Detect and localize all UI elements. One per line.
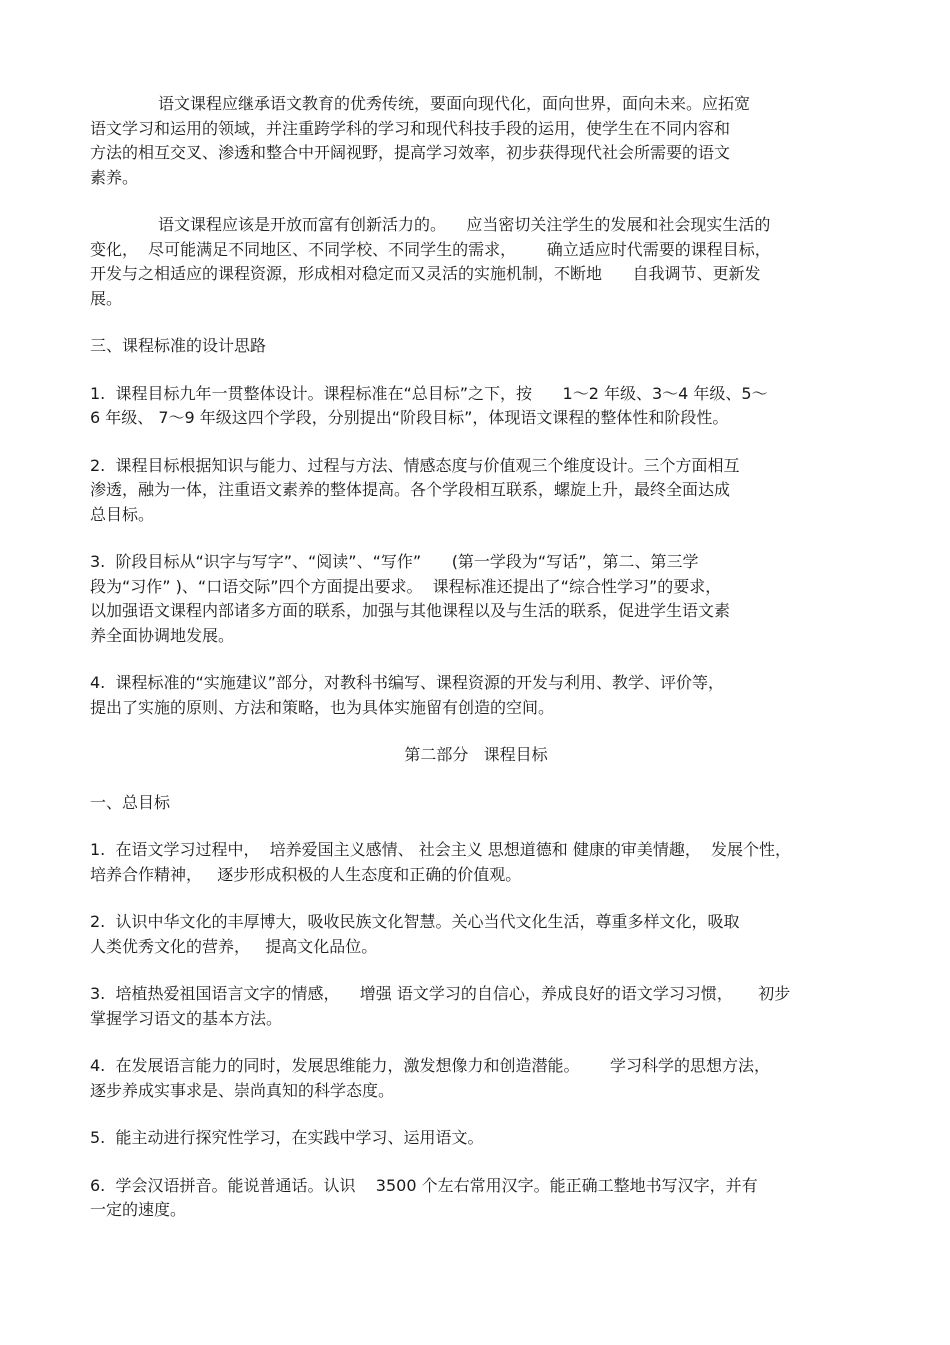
text-line: 1. 课程目标九年一贯整体设计。课程标准在“总目标”之下，按 1～2 年级、3～4 年级、5～ [90, 383, 768, 403]
text-line: 4. 在发展语言能力的同时，发展思维能力，激发想像力和创造潜能。 学习科学的思想方法， [90, 1056, 770, 1075]
goal-item-3 [90, 982, 862, 1031]
text-line: 变化， 尽可能满足不同地区、不同学校、不同学生的需求， 确立适应时代需要的课程目标， [90, 239, 771, 259]
text-line: 语文课程应该是开放而富有创新活力的。 应当密切关注学生的发展和社会现实生活的 [158, 215, 771, 234]
text-line: 6 年级、 7～9 年级这四个学段，分别提出“阶段目标”，体现语文课程的整体性和阶段性。 [90, 408, 729, 427]
text-line: 语文学习和运用的领域，并注重跨学科的学习和现代科技手段的运用，使学生在不同内容和 [90, 118, 731, 138]
text-line: 逐步养成实事求是、崇尚真知的科学态度。 [90, 1080, 395, 1100]
text-line: 总目标。 [90, 504, 155, 524]
goal-item-4 [90, 1054, 862, 1103]
text-line: 1. 在语文学习过程中， 培养爱国主义感情、 社会主义 思想道德和 健康的审美情趣， 发展个性， [90, 840, 792, 859]
design-item-2 [90, 454, 862, 528]
design-item-4 [90, 671, 862, 720]
text-line: 6. 学会汉语拼音。能说普通话。认识 3500 个左右常用汉字。能正确工整地书写汉字，并有 [90, 1175, 758, 1195]
text-line: 开发与之相适应的课程资源，形成相对稳定而又灵活的实施机制，不断地 自我调节、更新发 [90, 264, 761, 283]
text-line: 提出了实施的原则、方法和策略，也为具体实施留有创造的空间。 [90, 697, 555, 717]
section-heading-overall-goals: 一、总目标 [90, 792, 171, 812]
intro-paragraph-1 [90, 92, 862, 190]
text-line: 人类优秀文化的营养， 提高文化品位。 [90, 936, 378, 956]
text-line: 3. 阶段目标从“识字与写字”、“阅读”、“写作” (第一学段为“写话”，第二、第三学 [90, 552, 699, 571]
part-title: 第二部分 课程目标 [404, 745, 548, 764]
section-heading-design-ideas: 三、课程标准的设计思路 [90, 336, 267, 355]
design-item-3 [90, 550, 862, 648]
text-line: 2. 课程目标根据知识与能力、过程与方法、情感态度与价值观三个维度设计。三个方面相互 [90, 455, 740, 475]
text-line: 3. 培植热爱祖国语言文字的情感， 增强 语文学习的自信心，养成良好的语文学习习惯， 初步 [90, 984, 791, 1003]
goal-item-2 [90, 910, 862, 959]
text-line: 一定的速度。 [90, 1200, 187, 1219]
text-line: 语文课程应继承语文教育的优秀传统，要面向现代化，面向世界，面向未来。应拓宽 [158, 94, 751, 113]
design-item-1 [90, 382, 862, 431]
text-line: 养全面协调地发展。 [90, 625, 235, 645]
text-line: 展。 [90, 288, 123, 308]
goal-item-5 [90, 1126, 862, 1151]
text-line: 方法的相互交叉、渗透和整合中开阔视野，提高学习效率，初步获得现代社会所需要的语文 [90, 143, 731, 162]
text-line: 培养合作精神， 逐步形成积极的人生态度和正确的价值观。 [90, 864, 522, 884]
text-line: 素养。 [90, 167, 139, 187]
text-line: 段为“习作” )、“口语交际”四个方面提出要求。 课程标准还提出了“综合性学习”的要求， [90, 576, 722, 596]
intro-paragraph-2 [90, 213, 862, 311]
text-line: 渗透，融为一体，注重语文素养的整体提高。各个学段相互联系，螺旋上升，最终全面达成 [90, 480, 731, 499]
goal-item-1 [90, 838, 862, 887]
text-line: 掌握学习语文的基本方法。 [90, 1008, 283, 1028]
text-line: 5. 能主动进行探究性学习，在实践中学习、运用语文。 [90, 1128, 484, 1147]
text-line: 2. 认识中华文化的丰厚博大，吸收民族文化智慧。关心当代文化生活，尊重多样文化，吸取 [90, 912, 740, 931]
text-line: 4. 课程标准的“实施建议”部分，对教科书编写、课程资源的开发与利用、教学、评价等， [90, 673, 725, 692]
text-line: 以加强语文课程内部诸多方面的联系，加强与其他课程以及与生活的联系，促进学生语文素 [90, 601, 731, 620]
goal-item-6 [90, 1174, 862, 1223]
